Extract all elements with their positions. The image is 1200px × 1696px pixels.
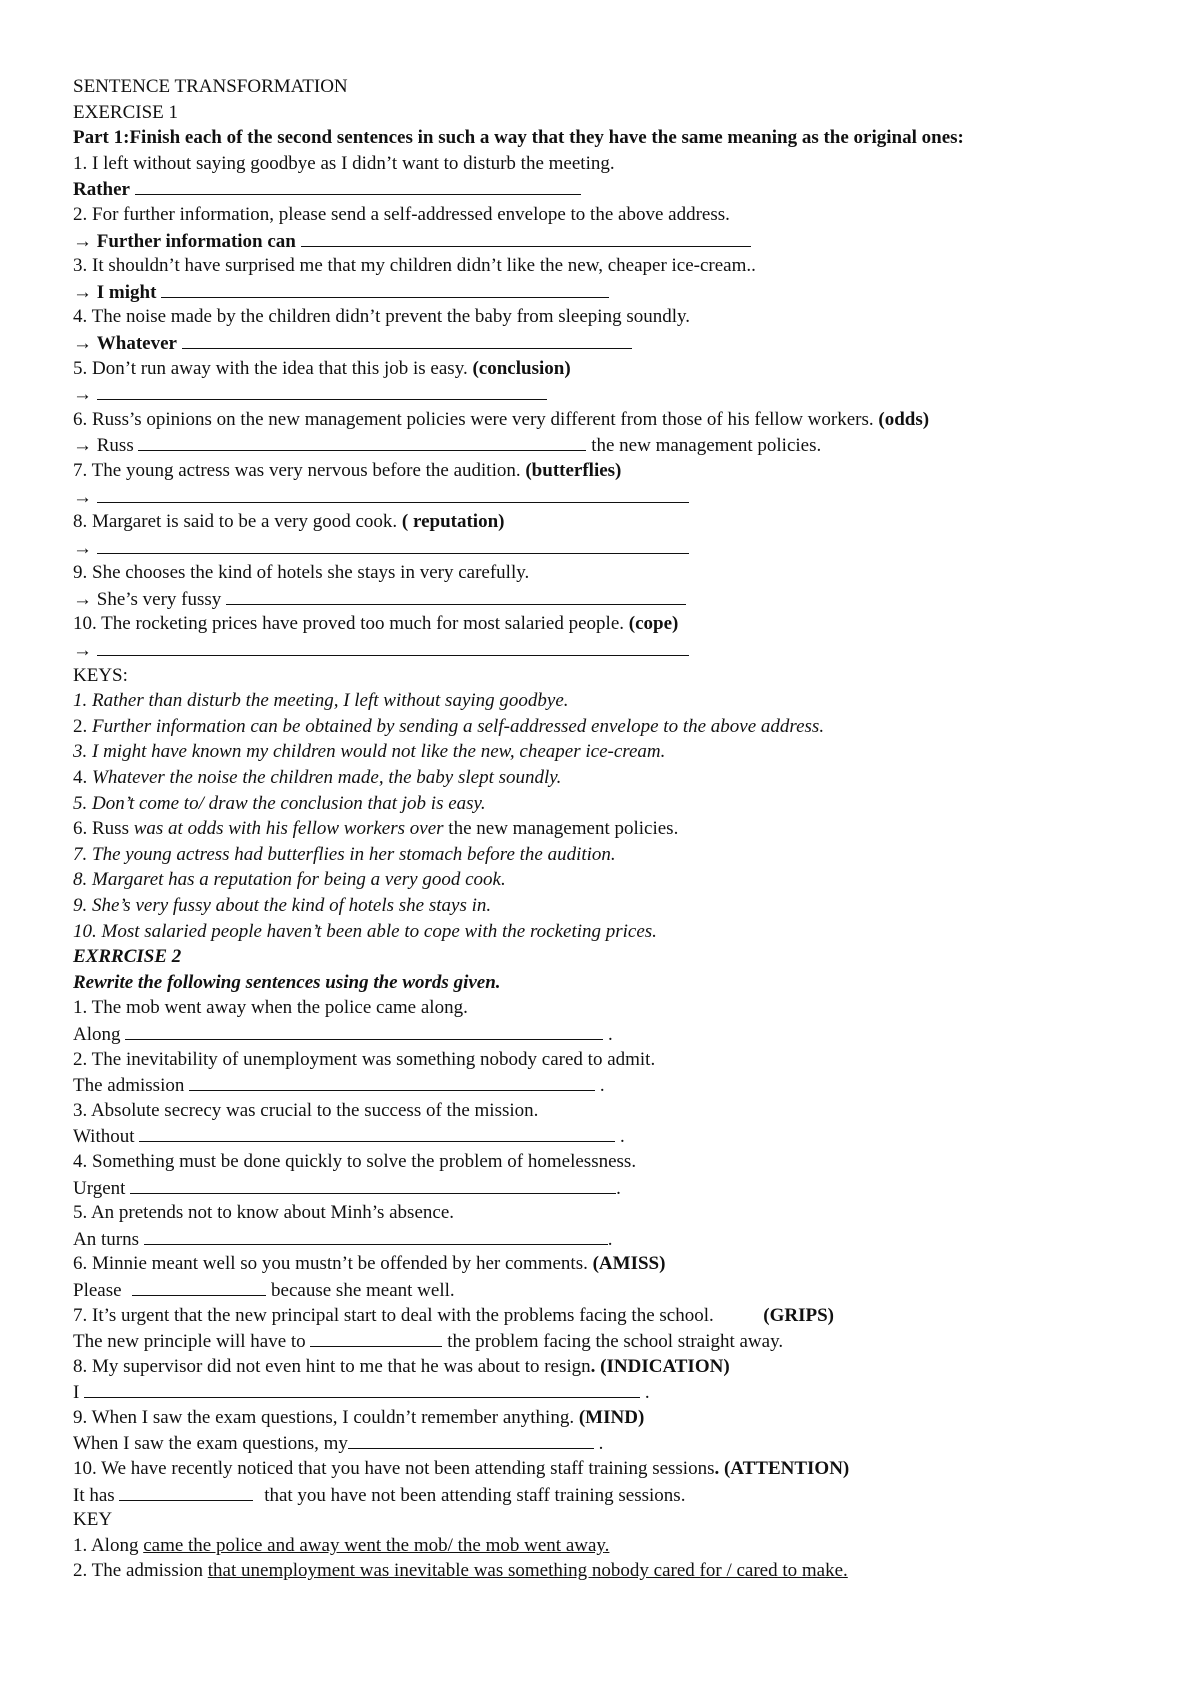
document-page [73,74,1133,1584]
ex2-question-3: 3. Absolute secrecy was crucial to the success of the mission. [73,1099,539,1121]
answer-blank[interactable] [130,1175,616,1194]
ex1-question-1: 1. I left without saying goodbye as I didn’t want to disturb the meeting. [73,152,615,174]
keyword-hint: (AMISS) [592,1253,666,1275]
answer-suffix: the problem facing the school straight away. [447,1331,784,1353]
answer-blank[interactable] [144,1226,608,1245]
answer-blank[interactable] [161,279,609,298]
ex1-answer-3 [73,279,1133,305]
arrow-icon: → [73,281,92,303]
ex1-question-9: 9. She chooses the kind of hotels she stays in very carefully. [73,562,530,584]
ex1-answer-10 [73,637,1133,663]
key-4: 4. Whatever the noise the children made, the baby slept soundly. [73,767,562,789]
key-6: 6. Russ was at odds with his fellow workers over the new management policies. [73,818,679,840]
answer-blank[interactable] [301,228,751,247]
ex2-answer-7 [73,1328,1133,1354]
keyword-hint: (cope) [628,613,679,635]
ex1-answer-6 [73,432,1133,458]
answer-blank[interactable] [226,586,686,605]
answer-prompt: Whatever [96,332,177,354]
answer-prompt: I might [96,281,157,303]
arrow-icon: → [73,230,92,252]
key-8: 8. Margaret has a reputation for being a very good cook. [73,869,506,891]
ex2-key-2: 2. The admission that unemployment was inevitable was something nobody cared for / cared to make. [73,1560,848,1582]
ex1-question-6: 6. Russ’s opinions on the new management policies were very different from those of his fellow workers. (odds) [73,408,930,430]
ex1-answer-2 [73,228,1133,254]
answer-prompt: Rather [73,179,130,201]
ex2-question-2: 2. The inevitability of unemployment was something nobody cared to admit. [73,1048,656,1070]
document-title: SENTENCE TRANSFORMATION [73,76,348,97]
ex2-key-1: 1. Along came the police and away went the mob/ the mob went away. [73,1534,610,1556]
answer-blank[interactable] [97,484,689,503]
ex2-answer-6 [73,1277,1133,1303]
answer-blank[interactable] [310,1328,442,1347]
answer-prompt: Further information can [96,230,296,252]
exercise-1-heading: EXERCISE 1 [73,101,179,123]
ex1-question-3: 3. It shouldn’t have surprised me that my children didn’t like the new, cheaper ice-cream.. [73,255,756,277]
answer-prompt: The admission [73,1075,185,1097]
arrow-icon: → [73,435,92,457]
answer-blank[interactable] [135,176,581,195]
answer-blank[interactable] [132,1277,266,1296]
ex1-answer-7 [73,484,1133,510]
key-5: 5. Don’t come to/ draw the conclusion that job is easy. [73,792,486,814]
key-3: 3. I might have known my children would not like the new, cheaper ice-cream. [73,741,666,763]
keyword-hint: . (ATTENTION) [714,1458,850,1480]
answer-prompt: Urgent [73,1177,126,1199]
ex2-question-10: 10. We have recently noticed that you have not been attending staff training sessions. (ATTENTION) [73,1458,850,1480]
answer-blank[interactable] [138,432,586,451]
answer-blank[interactable] [125,1021,603,1040]
keys-heading: KEYS: [73,664,128,686]
answer-suffix: the new management policies. [591,435,822,457]
ex1-question-4: 4. The noise made by the children didn’t prevent the baby from sleeping soundly. [73,306,691,328]
answer-prompt: Without [73,1126,135,1148]
answer-blank[interactable] [139,1123,615,1142]
answer-suffix: that you have not been attending staff training sessions. [264,1484,686,1506]
keyword-hint: (conclusion) [472,357,571,379]
ex1-question-8: 8. Margaret is said to be a very good cook. ( reputation) [73,511,505,533]
ex2-question-7: 7. It’s urgent that the new principal start to deal with the problems facing the school. (GRIPS) [73,1304,834,1326]
answer-blank[interactable] [189,1072,595,1091]
ex2-answer-4: Urgent . [73,1175,1133,1201]
ex2-question-4: 4. Something must be done quickly to solve the problem of homelessness. [73,1150,637,1172]
ex2-answer-3: Without . [73,1123,1133,1149]
answer-blank[interactable] [97,381,547,400]
key-2: 2. Further information can be obtained by sending a self-addressed envelope to the above address. [73,715,825,737]
ex2-answer-8: I . [73,1379,1133,1405]
ex1-question-10: 10. The rocketing prices have proved too much for most salaried people. (cope) [73,613,679,635]
ex1-answer-9 [73,586,1133,612]
ex2-question-9: 9. When I saw the exam questions, I couldn’t remember anything. (MIND) [73,1406,645,1428]
answer-prompt: It has [73,1484,115,1506]
keyword-hint: . (INDICATION) [590,1355,730,1377]
ex1-question-7: 7. The young actress was very nervous before the audition. (butterflies) [73,459,622,481]
ex1-answer-5 [73,381,1133,407]
arrow-icon: → [73,588,92,610]
ex2-answer-10 [73,1482,1133,1508]
key-1: 1. Rather than disturb the meeting, I left without saying goodbye. [73,690,569,712]
exercise-2-heading: EXRRCISE 2 [73,946,182,968]
ex2-question-5: 5. An pretends not to know about Minh’s absence. [73,1202,455,1224]
answer-blank[interactable] [182,330,632,349]
key-9: 9. She’s very fussy about the kind of hotels she stays in. [73,895,492,916]
answer-blank[interactable] [97,637,689,656]
ex2-question-6: 6. Minnie meant well so you mustn’t be offended by her comments. (AMISS) [73,1253,666,1275]
ex2-answer-5: An turns . [73,1226,1133,1252]
ex2-answer-1: Along . [73,1021,1133,1047]
ex1-answer-4 [73,330,1133,356]
keyword-hint: (MIND) [578,1406,645,1428]
answer-blank[interactable] [119,1482,253,1501]
answer-prompt: She’s very fussy [96,588,222,610]
arrow-icon: → [73,537,92,559]
keyword-hint: (butterflies) [525,459,622,481]
key-7: 7. The young actress had butterflies in her stomach before the audition. [73,843,616,865]
answer-prompt: When I saw the exam questions, my [73,1433,348,1455]
arrow-icon: → [73,640,92,662]
ex2-answer-2: The admission . [73,1072,1133,1098]
ex1-answer-1 [73,176,1133,202]
answer-prompt: Please [73,1279,122,1301]
answer-blank[interactable] [84,1379,640,1398]
keyword-hint: ( reputation) [401,511,505,533]
ex1-question-5: 5. Don’t run away with the idea that this job is easy. (conclusion) [73,357,571,379]
key-10: 10. Most salaried people haven’t been able to cope with the rocketing prices. [73,920,657,942]
arrow-icon: → [73,384,92,406]
keyword-hint: (odds) [878,408,930,430]
arrow-icon: → [73,486,92,508]
answer-blank[interactable] [97,535,689,554]
answer-prompt: An turns [73,1228,139,1250]
arrow-icon: → [73,332,92,354]
answer-blank[interactable] [348,1430,594,1449]
answer-prompt: The new principle will have to [73,1331,306,1353]
exercise-2-instruction: Rewrite the following sentences using the words given. [73,971,501,993]
ex2-question-8: 8. My supervisor did not even hint to me that he was about to resign. (INDICATION) [73,1355,730,1377]
key-heading: KEY [73,1509,113,1531]
ex2-answer-9: When I saw the exam questions, my . [73,1430,1133,1456]
exercise-1-instruction: Part 1:Finish each of the second sentences in such a way that they have the same meaning as the original ones: [73,127,964,149]
answer-prompt: I [73,1382,80,1404]
answer-prompt: Russ [96,435,134,457]
answer-prompt: Along [73,1023,121,1045]
ex1-question-2: 2. For further information, please send a self-addressed envelope to the above address. [73,203,730,225]
ex1-answer-8 [73,535,1133,561]
keyword-hint: (GRIPS) [763,1304,834,1326]
answer-suffix: because she meant well. [271,1279,455,1301]
ex2-question-1: 1. The mob went away when the police came along. [73,997,468,1019]
